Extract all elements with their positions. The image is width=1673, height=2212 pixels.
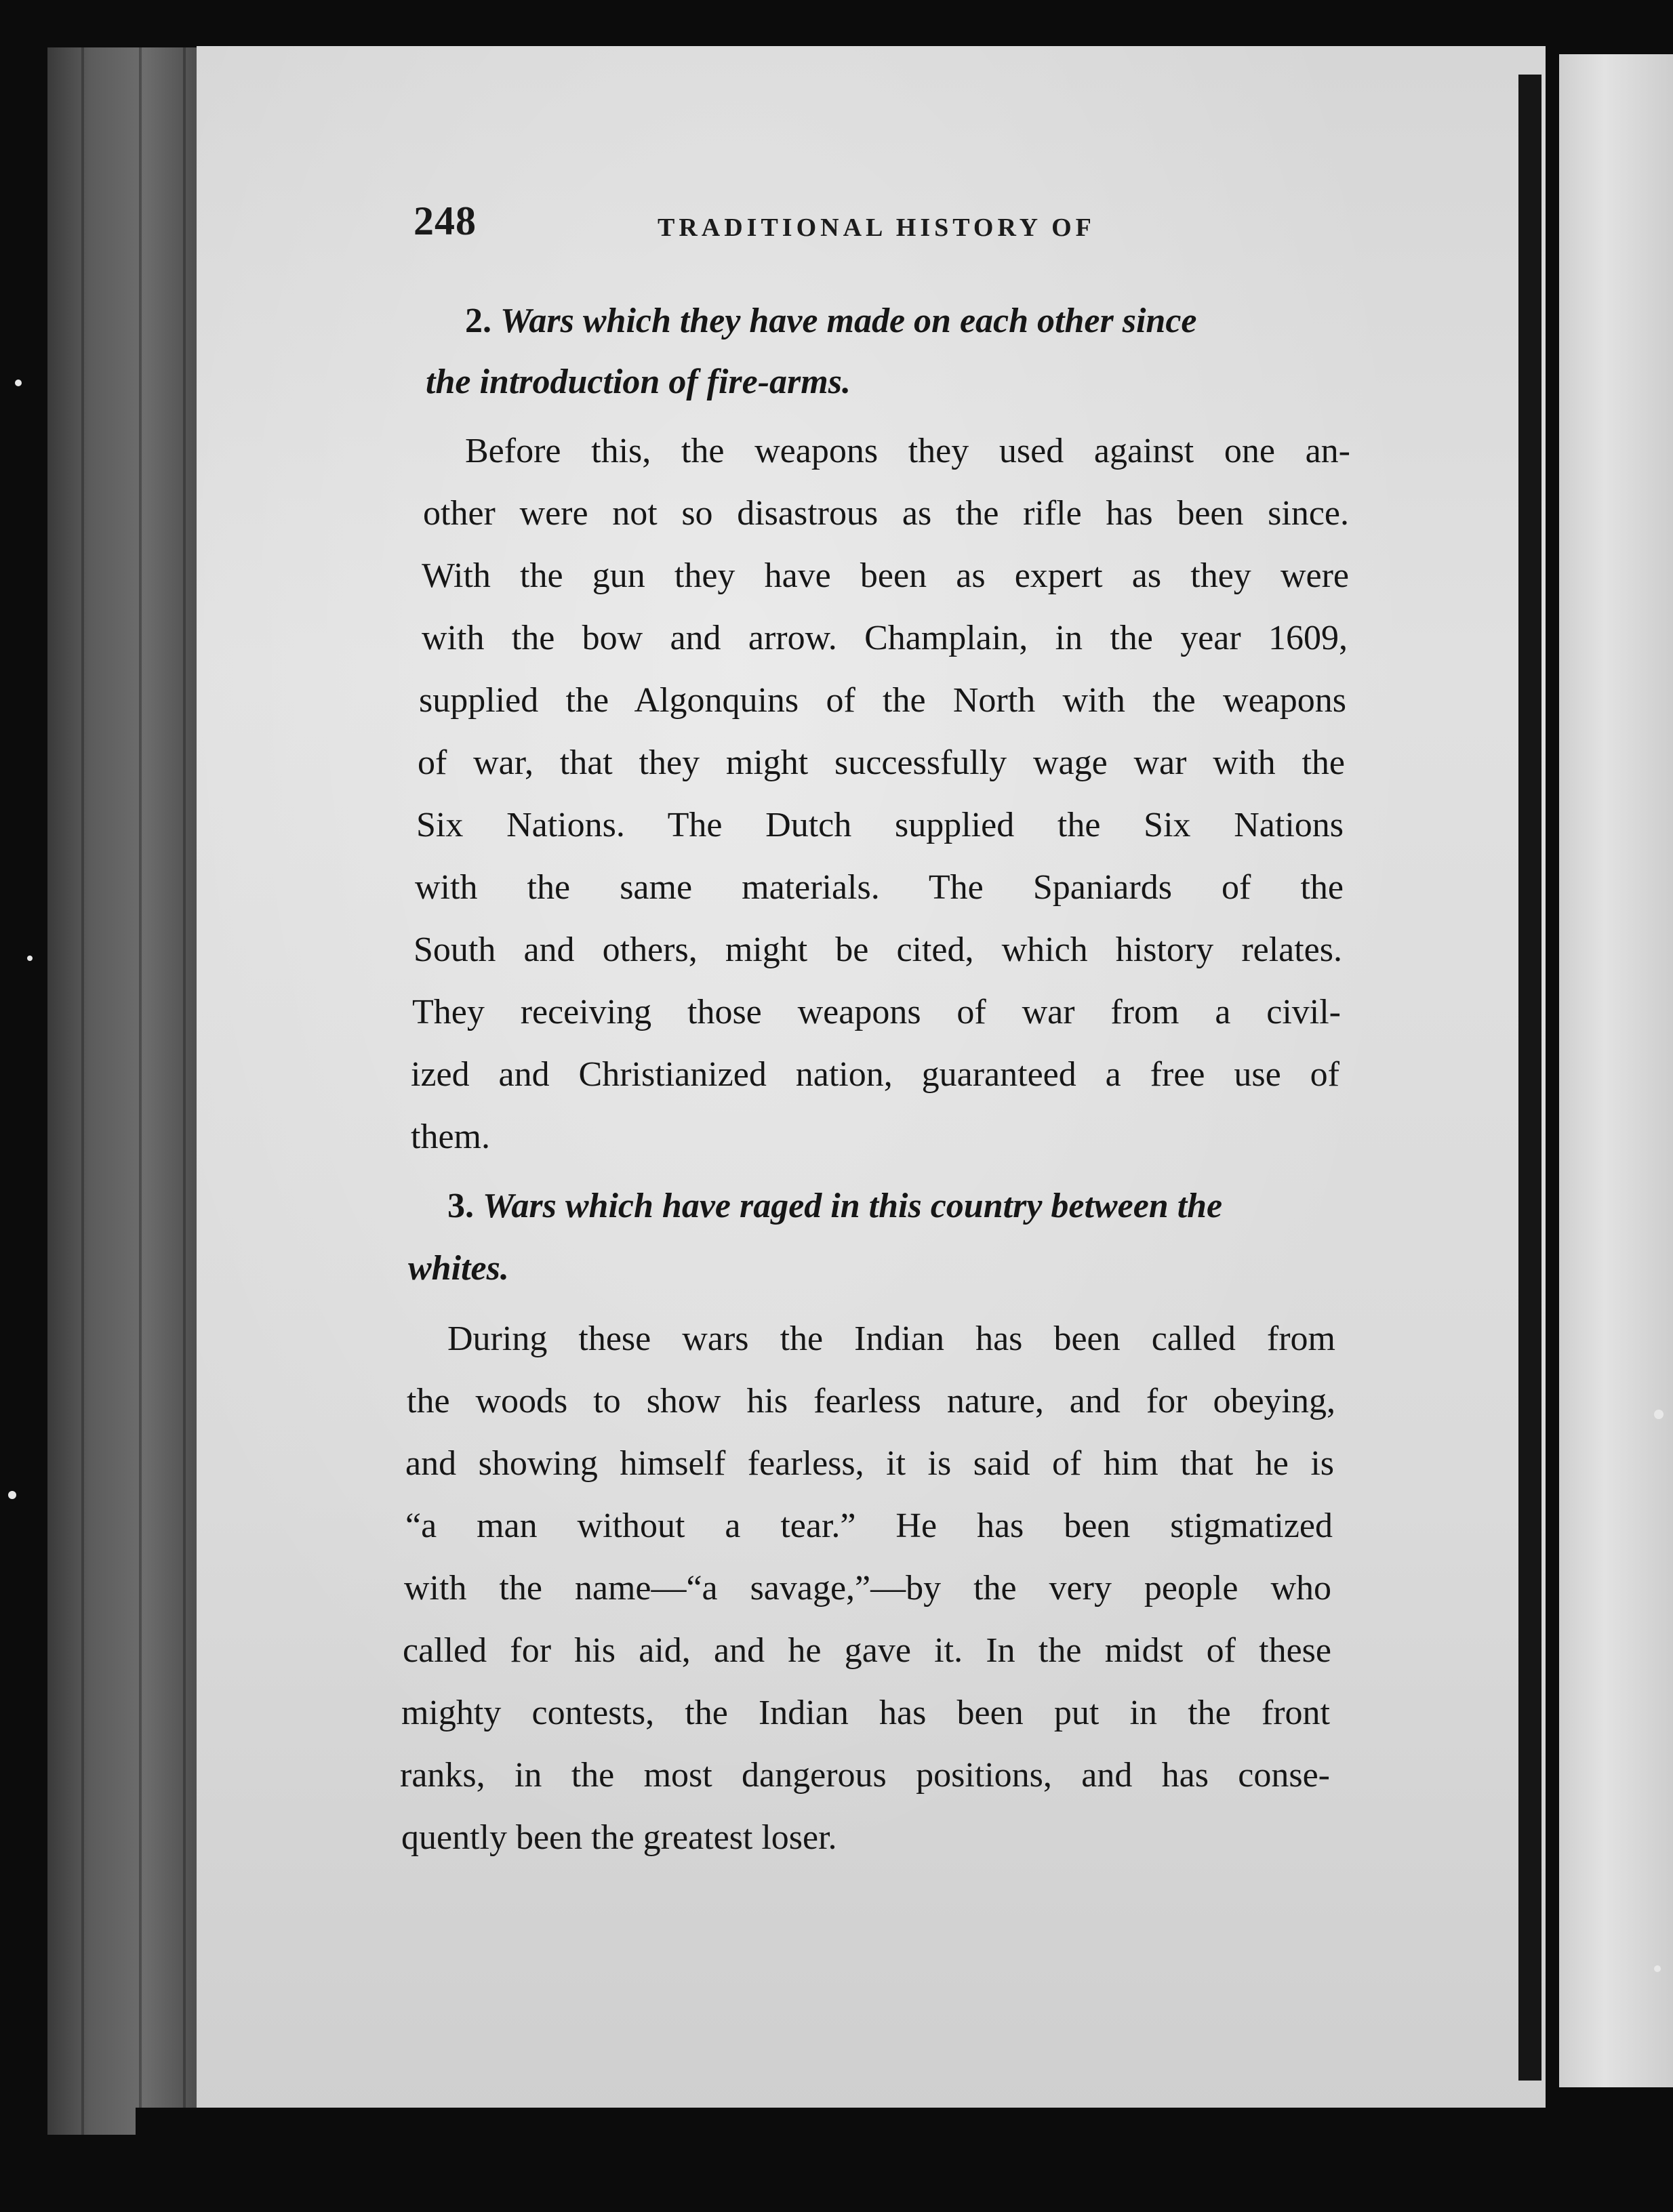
dust-speck [1654, 1965, 1661, 1972]
section-heading-text: Wars which they have made on each other since [500, 302, 1197, 340]
dust-speck [8, 1491, 16, 1499]
facing-page-edge [1559, 54, 1673, 2087]
section-heading-line [465, 304, 1353, 339]
paragraph-line: They receiving those weapons of war from a civil- [412, 993, 1341, 1031]
section-number: 3. [447, 1187, 474, 1225]
paragraph-line: supplied the Algonquins of the North with the weapons [419, 681, 1346, 720]
paragraph-line: Six Nations. The Dutch supplied the Six Nations [416, 806, 1344, 844]
page-gutter-shadow [1518, 75, 1541, 2081]
paragraph-line: with the bow and arrow. Champlain, in the year 1609, [422, 619, 1348, 657]
section-heading-line [447, 1189, 1339, 1224]
section-heading-line: the introduction of fire-arms. [426, 363, 851, 401]
paragraph-line: ized and Christianized nation, guaranteed a free use of [411, 1055, 1339, 1094]
spine-streak [81, 47, 84, 2135]
section-heading-line: whites. [408, 1249, 509, 1288]
paragraph-line: them. [411, 1118, 490, 1156]
paragraph-line: called for his aid, and he gave it. In the midst of these [403, 1631, 1331, 1670]
section-heading-text: Wars which have raged in this country between the [483, 1187, 1223, 1225]
paragraph-line: “a man without a tear.” He has been stigmatized [405, 1507, 1333, 1545]
paragraph-line: During these wars the Indian has been called from [447, 1319, 1335, 1358]
dust-speck [1654, 1410, 1664, 1419]
dust-speck [27, 956, 33, 961]
paragraph-line: the woods to show his fearless nature, and for obeying, [407, 1382, 1335, 1420]
running-head [414, 198, 1356, 252]
paragraph-line: Before this, the weapons they used against one an- [465, 432, 1350, 470]
section-number: 2. [465, 302, 491, 340]
bottom-shadow [136, 2108, 1673, 2212]
paragraph-line: quently been the greatest loser. [401, 1818, 837, 1857]
paragraph-line: With the gun they have been as expert as they were [422, 556, 1349, 595]
paragraph-line: South and others, might be cited, which history relates. [414, 930, 1342, 969]
paragraph-line: other were not so disastrous as the rifle has been since. [423, 494, 1349, 533]
paragraph-line: and showing himself fearless, it is said of him that he is [405, 1444, 1334, 1483]
paragraph-line: with the name—“a savage,”—by the very people who [404, 1569, 1331, 1607]
running-title: TRADITIONAL HISTORY OF [658, 213, 1095, 242]
paragraph-line: with the same materials. The Spaniards of the [415, 868, 1344, 907]
page-number: 248 [414, 199, 477, 243]
paragraph-line: mighty contests, the Indian has been put in the front [401, 1694, 1330, 1732]
spine-streak [139, 47, 142, 2135]
spine-streak [183, 47, 186, 2135]
paragraph-line: of war, that they might successfully wage war with the [418, 743, 1345, 782]
dust-speck [15, 380, 22, 386]
paragraph-line: ranks, in the most dangerous positions, and has conse- [400, 1756, 1330, 1795]
